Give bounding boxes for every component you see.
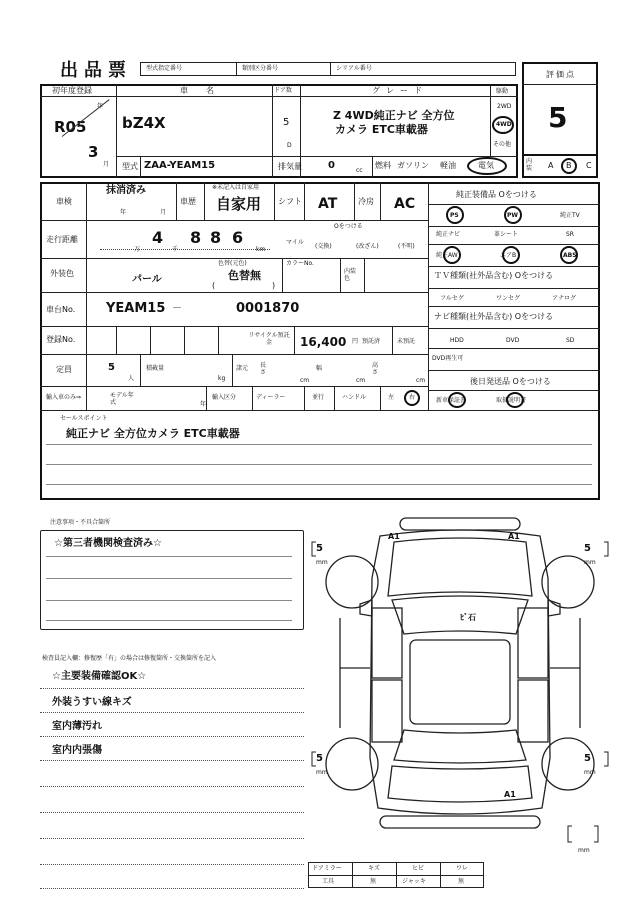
legend-dent: ワレ — [456, 865, 469, 872]
recycle-unpaid: 未預託 — [397, 338, 416, 345]
ac-label: 冷房 — [358, 197, 374, 206]
drive-4wd: 4WD — [496, 121, 512, 128]
tread-unit-rr: mm — [584, 769, 596, 776]
displacement-label: 排気量 — [278, 162, 302, 171]
chassis-dash: － — [172, 303, 182, 314]
equip-tv: 純正TV — [560, 212, 580, 219]
repaint-paren-open: ( — [212, 281, 216, 290]
first-reg-year: R05 — [54, 118, 87, 136]
fuel-diesel: 軽油 — [440, 161, 456, 170]
legend-scratch: キズ — [368, 865, 380, 872]
tread-unit-rl: mm — [316, 769, 328, 776]
score-label: 評価点 — [546, 70, 576, 79]
tread-front-right: 5 — [584, 543, 591, 554]
km-label: km — [256, 246, 266, 253]
mileage-label: 走行距離 — [46, 235, 78, 244]
caution-label: 注意事項・不具合箇所 — [50, 519, 111, 526]
chassis-label: 車台No. — [46, 305, 76, 314]
tv-type-title: ＴＶ種類(社外品含む) Oをつける — [434, 271, 554, 280]
later-title: 後日発送品 Oをつける — [470, 377, 551, 386]
tread-front-left: 5 — [316, 543, 323, 554]
legend-crack: ヒビ — [412, 865, 425, 872]
car-name: bZ4X — [122, 114, 166, 132]
later-manual: 新車保証書 — [436, 397, 467, 404]
drive-other: その他 — [493, 141, 512, 148]
grade-label: グレード — [372, 86, 428, 95]
dims-label: 諸元 — [236, 365, 249, 372]
class-label: 類別区分番号 — [242, 65, 279, 72]
shift-value: AT — [318, 196, 338, 212]
tread-rear-right: 5 — [584, 753, 591, 764]
cm-label-1: cm — [300, 377, 310, 384]
first-reg-label: 初年度登録 — [52, 86, 92, 95]
shaken-value: 抹消済み — [106, 185, 146, 196]
a1-front-right: A1 — [508, 532, 520, 541]
capacity-value: 5 — [108, 362, 115, 373]
capacity-label: 定員 — [56, 365, 72, 374]
load-label: 積載量 — [146, 365, 165, 372]
mileage-digit4: 6 — [232, 228, 244, 247]
displacement-value: 0 — [328, 160, 335, 171]
ac-value: AC — [394, 196, 416, 212]
color-no-label: カラーNo. — [286, 260, 314, 267]
tread-rear-left: 5 — [316, 753, 323, 764]
type-value: ZAA-YEAM15 — [144, 160, 216, 171]
kg-label: kg — [218, 375, 226, 382]
shift-label: シフト — [278, 197, 302, 206]
equip-ps: PS — [450, 212, 459, 219]
later-record: 取扱説明書 — [496, 397, 527, 404]
car-damage-diagram — [310, 508, 610, 860]
grade-line1: Z 4WD純正ナビ 全方位 — [333, 109, 455, 122]
doors-suffix: D — [287, 142, 292, 149]
capacity-unit: 人 — [128, 375, 135, 382]
model-year-label: モデル年式 — [110, 392, 134, 407]
first-reg-month: 3 — [88, 143, 99, 161]
history-label: 車歴 — [180, 197, 196, 206]
serial-label: シリアル番号 — [336, 65, 372, 72]
equip-aw: 純正AW — [436, 252, 458, 259]
fuel-gas: ガソリン — [397, 161, 429, 170]
reg-no-label: 登録No. — [46, 335, 76, 344]
navi-hdd: HDD — [450, 337, 464, 344]
year-label: 年 — [97, 103, 104, 110]
note-line-1: ☆主要装備確認OK☆ — [52, 671, 147, 682]
mileage-boxes — [100, 226, 270, 250]
recycle-label: リサイクル預託金 — [248, 332, 290, 347]
history-value: 自家用 — [216, 195, 262, 213]
sales-point-text: 純正ナビ 全方位カメラ ETC車載器 — [66, 427, 240, 440]
mileage-digit3: 8 — [210, 228, 222, 247]
equip-navi: 純正ナビ — [436, 231, 461, 238]
length-label: 長さ — [260, 362, 267, 377]
stone-chip-mark: ﾋﾞ石 — [460, 613, 476, 622]
nen-label: 年 — [200, 401, 207, 408]
recycle-yen: 円 — [352, 338, 359, 345]
legend-door-mirror: ドアミラー — [312, 865, 342, 872]
color-label: 外装色 — [50, 269, 74, 278]
navi-type-title: ナビ種類(社外品含む) Oをつける — [434, 312, 554, 321]
color-value: パール — [132, 274, 162, 285]
score-value: 5 — [548, 101, 568, 134]
interior-c: C — [586, 161, 592, 170]
dealer-label: ディーラー — [256, 394, 286, 401]
history-note: ※未記入は自家用 — [212, 184, 260, 191]
model-cert-label: 型式指定番号 — [146, 65, 183, 72]
header-meta-box — [140, 62, 516, 76]
shaken-month: 月 — [160, 209, 167, 216]
interior-color-label: 内装色 — [344, 268, 357, 283]
a1-rear: A1 — [504, 790, 516, 799]
exchange-label: (交換) — [315, 243, 332, 250]
note-line-2: 外装うすい線キズ — [52, 697, 132, 708]
doors-label: ドア数 — [274, 87, 292, 94]
recycle-paid: 預託済 — [362, 338, 381, 345]
right-label: 右 — [409, 394, 416, 401]
cm-label-2: cm — [356, 377, 366, 384]
page-title: 出品票 — [60, 60, 132, 81]
note-line-3: 室内薄汚れ — [52, 721, 102, 732]
drive-label: 駆動 — [496, 88, 509, 95]
repaint-value: 色替無 — [228, 269, 261, 282]
equip-airbag: エアB — [500, 252, 517, 259]
type-label: 型式 — [122, 162, 138, 171]
navi-sd: SD — [566, 337, 575, 344]
import-class-label: 輸入区分 — [212, 394, 237, 401]
fuel-label: 燃料 — [375, 161, 391, 170]
cm-label-3: cm — [416, 377, 426, 384]
height-label: 高さ — [372, 362, 379, 377]
equip-sr: SR — [566, 231, 574, 238]
shaken-year: 年 — [120, 209, 127, 216]
man-label: 万 — [134, 246, 141, 253]
fuel-electric: 電気 — [478, 161, 494, 170]
sales-point-label: セールスポイント — [60, 415, 108, 422]
sen-label: 千 — [172, 246, 179, 253]
note-line-4: 室内内張傷 — [52, 745, 102, 756]
inspector-label: 検査員記入欄：修復歴「有」の場合は修復箇所・交換箇所を記入 — [42, 655, 217, 662]
tread-unit-spare: mm — [578, 847, 590, 854]
dvd-play: DVD再生可 — [432, 355, 464, 362]
interior-label: 内装 — [526, 158, 533, 173]
unknown-label: (不明) — [398, 243, 415, 250]
interior-a: A — [548, 161, 554, 170]
displacement-unit: cc — [356, 167, 363, 174]
equip-leather: 革シート — [494, 231, 519, 238]
mileage-digit1: 4 — [152, 228, 164, 247]
tv-analog: アナログ — [552, 295, 577, 302]
legend-tools-none: 無 — [370, 878, 377, 885]
caution-text: ☆第三者機関検査済み☆ — [54, 538, 162, 549]
shaken-label: 車検 — [56, 197, 72, 206]
modified-label: (改ざん) — [356, 243, 379, 250]
car-name-label: 車名 — [180, 86, 232, 95]
repaint-paren-close: ) — [272, 281, 276, 290]
legend-jack: ジャッキ — [402, 878, 426, 885]
tv-fullseg: フルセグ — [440, 295, 464, 302]
navi-dvd: DVD — [506, 337, 520, 344]
legend-jack-none: 無 — [458, 878, 465, 885]
parallel-label: 並行 — [312, 394, 325, 401]
tv-oneseg: ワンセグ — [496, 295, 521, 302]
equip-abs: ABS — [563, 252, 577, 259]
chassis-prefix: YEAM15 — [106, 301, 166, 316]
recycle-amount: 16,400 — [300, 335, 347, 349]
width-label: 幅 — [316, 365, 323, 372]
import-label: 輸入車のみ⇒ — [46, 394, 82, 401]
equip-pw: PW — [507, 212, 519, 219]
interior-b: B — [566, 161, 572, 170]
repaint-label: 色替(元色) — [218, 260, 247, 267]
circle-note: Oをつける — [334, 223, 363, 230]
mile-label: マイル — [286, 239, 304, 246]
legend-tools: 工具 — [322, 878, 335, 885]
drive-2wd: 2WD — [497, 103, 512, 110]
grade-line2: カメラ ETC車載器 — [335, 123, 428, 136]
equipment-title: 純正装備品 Oをつける — [456, 190, 537, 199]
a1-front-left: A1 — [388, 532, 400, 541]
tread-unit-fl: mm — [316, 559, 328, 566]
left-label: 左 — [388, 394, 395, 401]
tread-unit-fr: mm — [584, 559, 596, 566]
mileage-digit2: 8 — [190, 228, 202, 247]
doors-value: 5 — [283, 117, 290, 128]
chassis-number: 0001870 — [236, 301, 300, 316]
handle-label: ハンドル — [342, 394, 367, 401]
month-label: 月 — [103, 161, 110, 168]
